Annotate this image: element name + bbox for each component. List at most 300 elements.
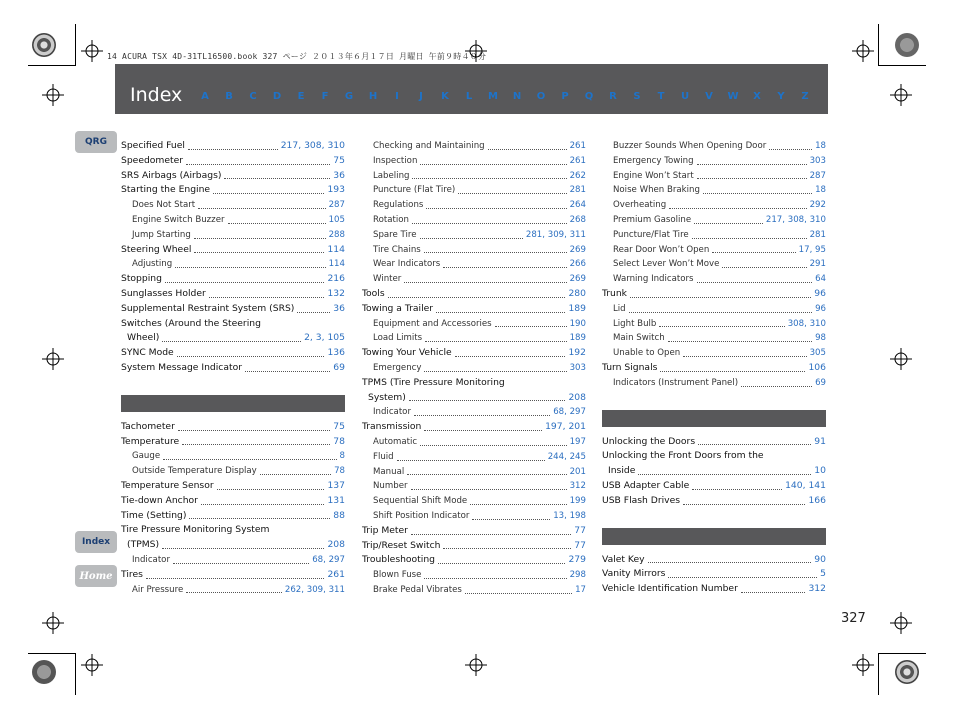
index-subentry [602, 228, 826, 243]
index-subentry [362, 405, 586, 420]
section-header-band [121, 395, 345, 412]
index-entry [121, 509, 345, 524]
entry-term: Troubleshooting [362, 554, 435, 566]
entry-term: Trunk [602, 287, 628, 299]
entry-term: Emergency Towing [613, 155, 694, 166]
leader-dots [683, 346, 806, 357]
letter-link-k[interactable]: K [441, 91, 449, 102]
leader-dots [224, 169, 330, 180]
leader-dots [455, 346, 566, 357]
entry-term: Select Lever Won’t Move [613, 259, 720, 270]
entry-term: Tires [121, 568, 143, 580]
index-subentry [121, 213, 345, 228]
page-links[interactable]: 303 [569, 362, 586, 373]
index-entry [602, 567, 826, 582]
letter-link-o[interactable]: O [536, 91, 546, 102]
page-links[interactable]: 75 [333, 154, 345, 166]
letter-link-m[interactable]: M [488, 91, 498, 102]
page-links[interactable]: 192 [568, 347, 586, 359]
entry-term: Blown Fuse [373, 570, 422, 581]
leader-dots [194, 243, 324, 254]
section-header-band [602, 410, 826, 427]
entry-term: TPMS (Tire Pressure Monitoring [362, 376, 505, 388]
letter-link-z[interactable]: Z [801, 91, 809, 102]
page-links[interactable]: 18 [815, 185, 826, 196]
index-entry [602, 582, 826, 597]
index-entry [602, 494, 826, 509]
leader-dots [411, 479, 567, 490]
entry-term: Spare Tire [373, 229, 417, 240]
leader-dots [163, 449, 336, 460]
letter-link-j[interactable]: J [419, 91, 423, 102]
home-tab[interactable]: Home [75, 565, 117, 587]
leader-dots [472, 509, 550, 520]
entry-term: Labeling [373, 170, 410, 181]
leader-dots [660, 361, 805, 372]
page-links[interactable]: 287 [328, 200, 345, 211]
leader-dots [182, 435, 330, 446]
letter-link-b[interactable]: B [225, 91, 233, 102]
registration-mark-icon [465, 40, 487, 62]
page-links[interactable]: 288 [328, 229, 345, 240]
entry-term: System) [368, 391, 406, 403]
leader-dots [668, 567, 817, 578]
page-links[interactable]: 279 [568, 554, 586, 566]
index-subentry [602, 346, 826, 361]
page-links[interactable]: 281, 309, 311 [525, 229, 586, 240]
index-subentry [362, 154, 586, 169]
entry-term: Sunglasses Holder [121, 287, 206, 299]
entry-term: Stopping [121, 273, 162, 285]
index-subentry [362, 169, 586, 184]
leader-dots [438, 553, 565, 564]
entry-term: Rear Door Won’t Open [613, 244, 710, 255]
leader-dots [409, 391, 566, 402]
page-links[interactable]: 5 [820, 568, 826, 580]
index-entry [121, 420, 345, 435]
index-subentry [602, 169, 826, 184]
entry-term: Tools [362, 287, 385, 299]
letter-link-u[interactable]: U [680, 91, 690, 102]
page-links[interactable]: 140, 141 [785, 479, 826, 491]
page-links[interactable]: 280 [568, 287, 586, 299]
leader-dots [165, 272, 325, 283]
letter-link-f[interactable]: F [321, 91, 329, 102]
index-entry [362, 287, 586, 302]
page-links[interactable]: 132 [327, 287, 345, 299]
leader-dots [426, 198, 566, 209]
page-links[interactable]: 287 [809, 170, 826, 181]
entry-term: Wheel) [127, 332, 160, 344]
index-entry [362, 539, 586, 554]
index-subentry [602, 213, 826, 228]
index-subentry [362, 361, 586, 376]
entry-term: USB Adapter Cable [602, 479, 690, 491]
letter-link-l[interactable]: L [465, 91, 473, 102]
page-links[interactable]: 208 [327, 539, 345, 551]
leader-dots [189, 509, 330, 520]
page-links[interactable]: 216 [327, 273, 345, 285]
entry-term: Buzzer Sounds When Opening Door [613, 141, 767, 151]
entry-term: SRS Airbags (Airbags) [121, 169, 222, 181]
index-subentry [602, 198, 826, 213]
entry-term: Switches (Around the Steering [121, 317, 261, 329]
index-entry [121, 139, 345, 154]
page-links[interactable]: 261 [569, 155, 586, 166]
entry-term: Fluid [373, 451, 394, 462]
entry-term: Trip/Reset Switch [362, 539, 441, 551]
leader-dots [692, 479, 782, 490]
spacer [602, 509, 826, 524]
page-links[interactable]: 197 [569, 436, 586, 447]
index-subentry [602, 243, 826, 258]
color-rosette-icon [895, 33, 919, 57]
page-links[interactable]: 36 [333, 302, 345, 314]
letter-link-s[interactable]: S [633, 91, 641, 102]
page-links[interactable]: 190 [569, 318, 586, 329]
index-subentry [121, 449, 345, 464]
entry-term: Automatic [373, 436, 418, 447]
leader-dots [177, 346, 325, 357]
entry-term: Indicator [373, 407, 411, 418]
page-links[interactable]: 105 [328, 214, 345, 225]
registration-mark-icon [852, 40, 874, 62]
entry-term: Turn Signals [602, 361, 658, 373]
leader-dots [388, 287, 566, 298]
letter-link-d[interactable]: D [272, 91, 282, 102]
entry-term: Temperature [121, 435, 180, 447]
entry-term: Gauge [132, 451, 161, 462]
page-links[interactable]: 8 [339, 451, 345, 462]
page-links[interactable]: 98 [815, 333, 826, 344]
page-links[interactable]: 75 [333, 420, 345, 432]
leader-dots [694, 213, 763, 224]
page-links[interactable]: 261 [569, 141, 586, 151]
index-entry [362, 376, 586, 391]
leader-dots [425, 331, 566, 342]
letter-link-a[interactable]: A [201, 91, 209, 102]
entry-term: Speedometer [121, 154, 184, 166]
page-links[interactable]: 303 [809, 155, 826, 166]
page-links[interactable]: 2, 3, 105 [304, 332, 345, 344]
leader-dots [741, 582, 806, 593]
page-links[interactable]: 69 [815, 377, 826, 388]
leader-dots [741, 376, 812, 387]
leader-dots [630, 287, 811, 298]
leader-dots [297, 302, 330, 313]
letter-link-w[interactable]: W [727, 91, 739, 102]
entry-term: Towing Your Vehicle [362, 347, 452, 359]
leader-dots [162, 538, 324, 549]
page-links[interactable]: 298 [569, 570, 586, 581]
index-column-3 [602, 139, 826, 597]
page-links[interactable]: 199 [569, 496, 586, 507]
page-links[interactable]: 96 [815, 303, 826, 314]
page-links[interactable]: 269 [569, 274, 586, 285]
page-links[interactable]: 193 [327, 184, 345, 196]
index-entry [362, 524, 586, 539]
letter-link-q[interactable]: Q [584, 91, 594, 102]
page-links[interactable]: 136 [327, 347, 345, 359]
letter-link-h[interactable]: H [368, 91, 378, 102]
page-links[interactable]: 264 [569, 200, 586, 211]
entry-term: Transmission [362, 421, 422, 433]
print-header: 14 ACURA TSX 4D-31TL16500.book 327 ページ ２０１３年６月１７日 月曜日 午前９時４０分 [107, 52, 487, 61]
entry-term: Regulations [373, 200, 424, 211]
leader-dots [683, 494, 805, 505]
leader-dots [638, 464, 811, 475]
leader-dots [178, 420, 330, 431]
page-links[interactable]: 261 [327, 568, 345, 580]
qrg-tab[interactable]: QRG [75, 131, 117, 153]
leader-dots [201, 494, 325, 505]
letter-link-i[interactable]: I [395, 91, 399, 102]
leader-dots [186, 154, 330, 165]
page-links[interactable]: 114 [328, 259, 345, 270]
index-subentry [362, 228, 586, 243]
index-banner [115, 64, 828, 114]
leader-dots [186, 583, 282, 594]
letter-link-c[interactable]: C [249, 91, 257, 102]
leader-dots [412, 213, 567, 224]
index-subentry [121, 464, 345, 479]
leader-dots [404, 272, 566, 283]
entry-term: Tire Pressure Monitoring System [121, 524, 270, 536]
leader-dots [458, 183, 566, 194]
entry-term: Wear Indicators [373, 259, 441, 270]
alphabet-nav [193, 91, 817, 102]
page-links[interactable]: 208 [568, 391, 586, 403]
entry-term: Inspection [373, 155, 418, 166]
index-entry [121, 568, 345, 583]
leader-dots [424, 361, 566, 372]
page-links[interactable]: 91 [814, 435, 826, 447]
page-links[interactable]: 77 [574, 524, 586, 536]
leader-dots [443, 257, 566, 268]
page-links[interactable]: 64 [815, 274, 826, 285]
page-links[interactable]: 69 [333, 361, 345, 373]
letter-link-n[interactable]: N [512, 91, 522, 102]
leader-dots [407, 465, 566, 476]
leader-dots [669, 198, 806, 209]
letter-link-t[interactable]: T [657, 91, 665, 102]
index-subentry [602, 154, 826, 169]
registration-mark-icon [890, 612, 912, 634]
page-links[interactable]: 131 [327, 494, 345, 506]
page-links[interactable]: 305 [809, 348, 826, 359]
page-links[interactable]: 36 [333, 169, 345, 181]
page-links[interactable]: 189 [569, 333, 586, 344]
registration-mark-icon [890, 348, 912, 370]
registration-mark-icon [81, 40, 103, 62]
letter-link-v[interactable]: V [705, 91, 713, 102]
leader-dots [217, 479, 325, 490]
entry-term: Main Switch [613, 333, 665, 344]
leader-dots [692, 228, 807, 239]
index-subentry [362, 139, 586, 154]
leader-dots [245, 361, 330, 372]
leader-dots [697, 154, 807, 165]
page-links[interactable]: 189 [568, 302, 586, 314]
entry-term: Time (Setting) [121, 509, 187, 521]
page-links[interactable]: 292 [809, 200, 826, 211]
index-entry [362, 420, 586, 435]
index-entry [121, 287, 345, 302]
color-rosette-icon [32, 33, 56, 57]
index-subentry [362, 198, 586, 213]
entry-term: Outside Temperature Display [132, 466, 257, 477]
leader-dots [397, 450, 545, 461]
page-links[interactable]: 88 [333, 509, 345, 521]
letter-link-y[interactable]: Y [777, 91, 785, 102]
entry-term: Vehicle Identification Number [602, 583, 738, 595]
index-subentry [121, 228, 345, 243]
entry-term: Jump Starting [132, 229, 191, 240]
spacer [602, 391, 826, 406]
page-links[interactable]: 17, 95 [798, 244, 826, 255]
entry-term: Tire Chains [373, 244, 421, 255]
page-links[interactable]: 114 [327, 243, 345, 255]
index-subentry [121, 583, 345, 598]
page-links[interactable]: 96 [814, 287, 826, 299]
leader-dots [424, 243, 567, 254]
letter-link-p[interactable]: P [561, 91, 569, 102]
leader-dots [213, 183, 324, 194]
index-subentry [602, 376, 826, 391]
index-entry [121, 361, 345, 376]
entry-term: Starting the Engine [121, 184, 211, 196]
index-entry [121, 272, 345, 287]
entry-term: Specified Fuel [121, 140, 185, 151]
leader-dots [470, 494, 566, 505]
page-links[interactable]: 18 [815, 141, 826, 151]
page-links[interactable]: 68, 297 [553, 407, 586, 418]
page-links[interactable]: 90 [814, 553, 826, 565]
page-links[interactable]: 244, 245 [547, 451, 586, 462]
letter-link-r[interactable]: R [609, 91, 617, 102]
page-links[interactable]: 312 [808, 583, 826, 595]
index-subentry [121, 257, 345, 272]
page-links[interactable]: 312 [569, 481, 586, 492]
index-entry [602, 361, 826, 376]
letter-link-e[interactable]: E [297, 91, 305, 102]
letter-link-x[interactable]: X [753, 91, 761, 102]
page-links[interactable]: 217, 308, 310 [280, 140, 345, 151]
index-subentry [362, 450, 586, 465]
leader-dots [412, 169, 566, 180]
page-links[interactable]: 201 [569, 466, 586, 477]
leader-dots [443, 539, 571, 550]
page-links[interactable]: 262 [569, 170, 586, 181]
index-entry [602, 479, 826, 494]
entry-term: Tie-down Anchor [121, 494, 198, 506]
entry-term: Light Bulb [613, 318, 657, 329]
index-column-1 [121, 139, 345, 597]
leader-dots [228, 213, 326, 224]
page-links[interactable]: 68, 297 [312, 554, 345, 565]
entry-term: Shift Position Indicator [373, 510, 470, 521]
entry-term: Steering Wheel [121, 243, 192, 255]
entry-term: Rotation [373, 214, 409, 225]
page-links[interactable]: 13, 198 [553, 510, 586, 521]
index-entry [121, 243, 345, 258]
page-links[interactable]: 262, 309, 311 [284, 584, 345, 595]
page-number: 327 [841, 611, 866, 626]
index-entry [121, 183, 345, 198]
index-entry [121, 346, 345, 361]
index-entry [602, 553, 826, 568]
index-entry [602, 449, 826, 464]
page-links[interactable]: 308, 310 [787, 318, 826, 329]
leader-dots [420, 435, 567, 446]
page-links[interactable]: 166 [808, 494, 826, 506]
page-links[interactable]: 269 [569, 244, 586, 255]
entry-term: Unlocking the Front Doors from the [602, 450, 764, 462]
entry-term: Engine Won’t Start [613, 170, 694, 181]
entry-term: Trip Meter [362, 524, 408, 536]
color-rosette-icon [895, 660, 919, 684]
page-links[interactable]: 106 [808, 361, 826, 373]
page-links[interactable]: 268 [569, 214, 586, 225]
page-links[interactable]: 78 [333, 435, 345, 447]
leader-dots [260, 464, 331, 475]
leader-dots [668, 331, 812, 342]
entry-term: Emergency [373, 362, 422, 373]
index-subentry [602, 302, 826, 317]
index-subentry [362, 494, 586, 509]
index-subentry [362, 568, 586, 583]
leader-dots [209, 287, 325, 298]
entry-term: Adjusting [132, 259, 173, 270]
page-links[interactable]: 266 [569, 259, 586, 270]
leader-dots [703, 183, 812, 194]
index-subentry [362, 465, 586, 480]
index-entry [602, 435, 826, 450]
page-links[interactable]: 78 [334, 466, 345, 477]
index-subentry [362, 331, 586, 346]
page-links[interactable]: 291 [809, 259, 826, 270]
page-links[interactable]: 17 [575, 584, 586, 595]
index-subentry [362, 272, 586, 287]
page-links[interactable]: 217, 308, 310 [765, 214, 826, 225]
index-subentry [602, 183, 826, 198]
leader-dots [411, 524, 571, 535]
leader-dots [697, 169, 807, 180]
index-entry [121, 169, 345, 184]
page-links[interactable]: 197, 201 [545, 421, 586, 433]
index-entry [362, 346, 586, 361]
page-links[interactable]: 77 [574, 539, 586, 551]
page-links[interactable]: 281 [569, 185, 586, 196]
leader-dots [629, 302, 812, 313]
page-links[interactable]: 281 [809, 229, 826, 240]
index-tab[interactable]: Index [75, 531, 117, 553]
entry-term: Tachometer [121, 420, 175, 432]
entry-term: Puncture (Flat Tire) [373, 185, 456, 196]
index-entry [362, 553, 586, 568]
entry-term: Vanity Mirrors [602, 568, 666, 580]
leader-dots [173, 553, 309, 564]
entry-term: Does Not Start [132, 200, 196, 211]
leader-dots [648, 553, 812, 564]
entry-term: Engine Switch Buzzer [132, 214, 225, 225]
letter-link-g[interactable]: G [344, 91, 354, 102]
index-entry [602, 464, 826, 479]
page-links[interactable]: 10 [814, 465, 826, 477]
leader-dots [698, 435, 811, 446]
registration-mark-icon [890, 84, 912, 106]
page-links[interactable]: 137 [327, 479, 345, 491]
